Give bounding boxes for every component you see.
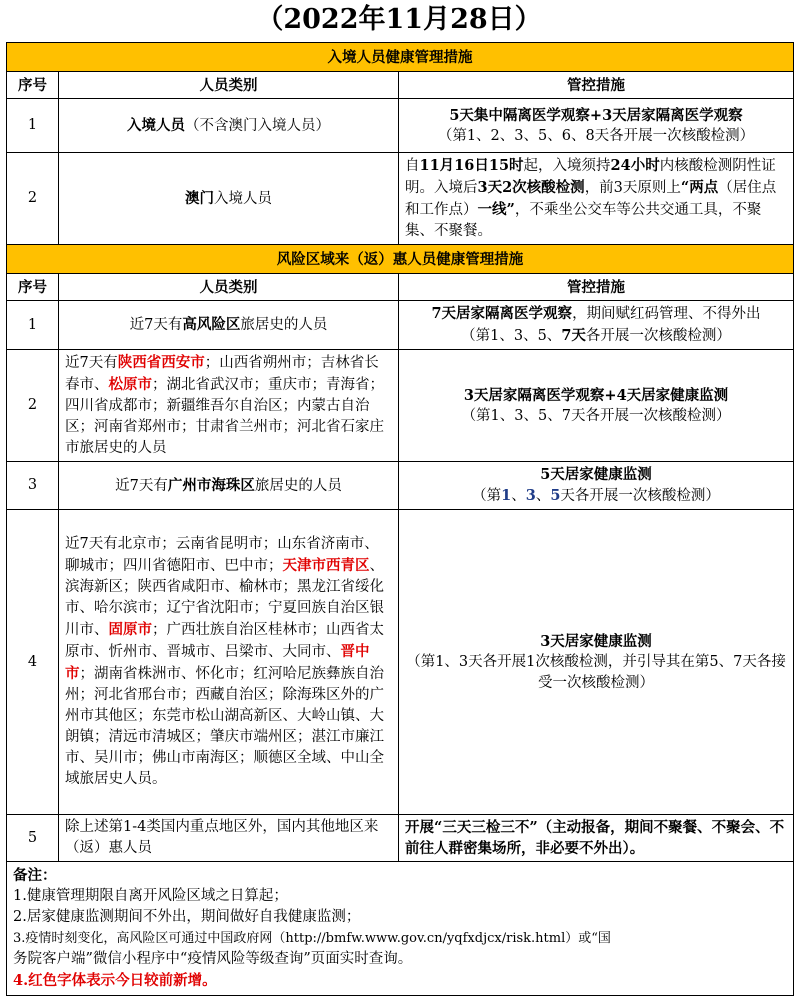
row-measures [399, 99, 794, 153]
category-new-red: 陕西省西安市 [117, 354, 205, 371]
measure-text: （第 [472, 488, 502, 504]
category-text: 旅居史的人员 [240, 317, 328, 333]
section2-title: 风险区域来（返）惠人员健康管理措施 [7, 245, 794, 274]
measures-table [6, 42, 794, 996]
header-category: 人员类别 [59, 274, 399, 301]
category-text: 近7天有 [129, 317, 183, 333]
row-category [59, 462, 399, 510]
section2-title-row [7, 245, 794, 274]
measure-bold: 7天 [561, 327, 586, 344]
row-num: 3 [7, 462, 59, 510]
measure-line-1 [405, 303, 787, 325]
row-measures [399, 510, 794, 815]
header-measures: 管控措施 [399, 72, 794, 99]
measure-blue: 3 [525, 487, 536, 504]
measure-blue: 5 [550, 487, 561, 504]
measure-line-1: 3天居家隔离医学观察+4天居家健康监测 [463, 386, 729, 404]
row-category: 除上述第1-4类国内重点地区外，国内其他地区来（返）惠人员 [59, 815, 399, 862]
measure-blue: 1 [501, 487, 512, 504]
measure-line-2 [405, 485, 787, 507]
row-measures [399, 301, 794, 350]
row-measures [399, 462, 794, 510]
note-1: 1.健康管理期限自离开风险区域之日算起； [13, 888, 288, 904]
measure-bold: 24小时 [610, 157, 660, 174]
category-new-red: 固原市 [108, 621, 152, 638]
notes [7, 862, 794, 996]
measure-text: 各开展一次核酸检测） [585, 328, 731, 344]
row-measures [399, 153, 794, 245]
category-bold: 广州市海珠区 [167, 476, 255, 494]
section1-title: 入境人员健康管理措施 [7, 43, 794, 72]
row-num: 1 [7, 301, 59, 350]
page-title: （2022年11月28日） [256, 4, 542, 35]
measure-line-1: 5天集中隔离医学观察+3天居家隔离医学观察 [449, 106, 743, 124]
category-bold: 入境人员 [127, 116, 185, 134]
measure-line-2: （第1、2、3、5、6、8天各开展一次核酸检测） [437, 127, 755, 144]
table-row [7, 153, 794, 245]
measure-text: 自 [405, 158, 420, 174]
category-text: 近7天有北京市；云南省昆明市；山东省济南市、聊城市；四川省德阳市、巴中市； [65, 536, 379, 574]
category-text: ；山西省朔州市；吉林省长春市、 [65, 355, 379, 393]
table-row [7, 301, 794, 350]
table-row [7, 815, 794, 862]
header-measures: 管控措施 [399, 274, 794, 301]
row-num: 2 [7, 350, 59, 462]
measure-text: 起，入境须持 [523, 158, 611, 174]
table-row [7, 510, 794, 815]
row-category [59, 510, 399, 815]
measure-line-2: （第1、3天各开展1次核酸检测，并引导其在第5、7天各接受一次核酸检测） [406, 653, 786, 691]
table-row [7, 462, 794, 510]
category-new-red: 松原市 [108, 376, 152, 393]
measure-line-2 [405, 325, 787, 347]
measure-text: （居住点和工作点） [405, 180, 777, 218]
measure-text: 天各开展一次核酸检测） [560, 488, 720, 504]
table-row [7, 350, 794, 462]
note-2: 2.居家健康监测期间不外出，期间做好自我健康监测； [13, 909, 361, 925]
category-text: 、滨海新区；陕西省咸阳市、榆林市；黑龙江省绥化市、哈尔滨市；辽宁省沈阳市；宁夏回族自治区银川市、 [65, 558, 384, 638]
measure-line-1: 3天居家健康监测 [540, 632, 652, 650]
measure-bold: 一线” [477, 201, 515, 218]
note-3-line-2: 务院客户端”微信小程序中“疫情风险等级查询”页面实时查询。 [13, 951, 413, 967]
measure-bold: “两点 [680, 179, 719, 196]
note-4: 4.红色字体表示今日较前新增。 [13, 972, 217, 989]
measure-text: ，期间赋红码管理、不得外出 [572, 306, 761, 322]
measure-bold: 11月16日15时 [419, 157, 524, 174]
measure-text: （第1、3、5、 [461, 328, 562, 344]
row-category [59, 301, 399, 350]
measure-text: 内核酸检测阴性证明。入境后 [405, 158, 776, 196]
measure-bold: 7天居家隔离医学观察 [431, 305, 573, 322]
row-num: 1 [7, 99, 59, 153]
row-measures: 开展“三天三检三不”（主动报备，期间不聚餐、不聚会、不前往人群密集场所，非必要不外出）。 [399, 815, 794, 862]
category-text: 旅居史的人员 [254, 477, 342, 494]
notes-title: 备注： [13, 867, 57, 884]
category-text: 入境人员 [214, 190, 272, 207]
measure-text: 、 [511, 488, 526, 504]
row-num: 5 [7, 815, 59, 862]
measure-text: ，不乘坐公交车等公共交通工具，不聚集、不聚餐。 [405, 202, 762, 239]
header-num: 序号 [7, 72, 59, 99]
row-category [59, 153, 399, 245]
measure-text: 、 [535, 488, 551, 504]
category-bold: 澳门 [185, 189, 214, 207]
category-text: ；广西壮族自治区桂林市；山西省太原市、忻州市、晋城市、吕梁市、大同市、 [65, 622, 384, 660]
category-new-red: 天津市西青区 [282, 557, 370, 574]
header-category: 人员类别 [59, 72, 399, 99]
section2-header-row [7, 274, 794, 301]
row-category [59, 99, 399, 153]
category-text: 近7天有 [115, 477, 168, 494]
category-text: 近7天有 [65, 355, 118, 371]
section1-title-row [7, 43, 794, 72]
category-bold: 高风险区 [182, 316, 241, 333]
table-row [7, 99, 794, 153]
category-new-red: 晋中市 [65, 643, 370, 682]
category-text: （不含澳门入境人员） [185, 117, 330, 134]
row-measures [399, 350, 794, 462]
row-num: 2 [7, 153, 59, 245]
category-text: ；湖南省株洲市、怀化市；红河哈尼族彝族自治州；河北省邢台市；西藏自治区；除海珠区外的广州市其他区；东莞市松山湖高新区、大岭山镇、大朗镇；清远市清城区；肇庆市端州区；湛江市廉江市、吴川市；佛山市南海区；顺德区全域、中山全域旅居史人员。 [65, 666, 384, 787]
note-3-line-1: 3.疫情时刻变化，高风险区可通过中国政府网（http://bmfw.www.gov.cn/yqfxdjcx/risk.html）或“国 [13, 931, 611, 946]
measure-bold: 3天2次核酸检测 [477, 179, 585, 196]
section1-header-row [7, 72, 794, 99]
measure-line-2: （第1、3、5、7天各开展一次核酸检测） [461, 407, 731, 424]
header-num: 序号 [7, 274, 59, 301]
measure-line-1: 5天居家健康监测 [540, 466, 652, 483]
category-text: ；湖北省武汉市；重庆市；青海省；四川省成都市；新疆维吾尔自治区；内蒙古自治区；河南省郑州市；甘肃省兰州市；河北省石家庄市旅居史的人员 [65, 377, 384, 456]
notes-row [7, 862, 794, 996]
measure-text: ，前3天原则上 [584, 180, 681, 196]
row-category [59, 350, 399, 462]
row-num: 4 [7, 510, 59, 815]
